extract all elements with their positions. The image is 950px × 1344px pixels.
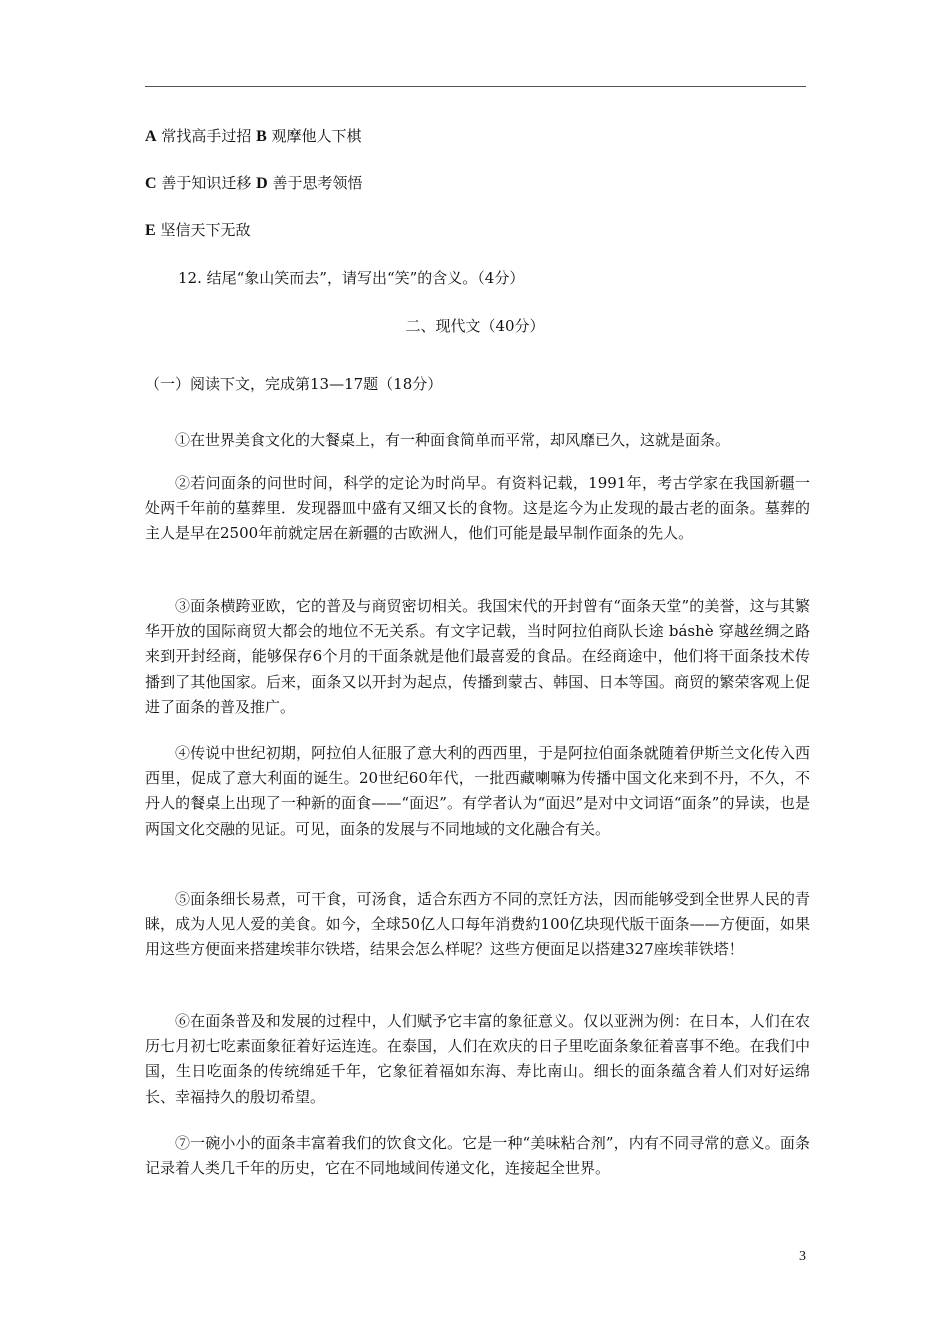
option-e-letter: E: [145, 222, 156, 239]
header-rule: [145, 86, 806, 87]
option-b-text: 观摩他人下棋: [266, 127, 362, 145]
options-line-cd: [145, 171, 362, 196]
option-a-letter: A: [145, 128, 157, 145]
option-d-text: 善于思考领悟: [267, 174, 363, 192]
options-line-e: [145, 218, 250, 243]
paragraph-3: ③面条横跨亚欧，它的普及与商贸密切相关。我国宋代的开封曾有“面条天堂”的美誉，这与其繁华开放的国际商贸大都会的地位不无关系。有文字记载，当时阿拉伯商队长途 báshè 穿越丝绸之路来到开封经商，能够保存6个月的干面条就是他们最喜爱的食品。在经商途中，他们将干面条技术传播到了其他国家。后来，面条又以开封为起点，传播到蒙古、韩国、日本等国。商贸的繁荣客观上促进了面条的普及推广。: [145, 597, 810, 716]
paragraph-1: ①在世界美食文化的大餐桌上，有一种面食简单而平常，却风靡已久，这就是面条。: [175, 431, 731, 449]
paragraph-2: ②若问面条的问世时间，科学的定论为时尚早。有资料记载，1991年，考古学家在我国新疆一处两千年前的墓葬里．发现器皿中盛有又细又长的食物。这是迄今为止发现的最古老的面条。墓葬的主人是早在2500年前就定居在新疆的古欧洲人，他们可能是最早制作面条的先人。: [145, 474, 810, 543]
option-a-text: 常找高手过招: [156, 127, 257, 145]
section-title: 二、现代文（40分）: [405, 317, 545, 335]
option-c-letter: C: [145, 175, 157, 192]
paragraph-7: ⑦一碗小小的面条丰富着我们的饮食文化。它是一种“美味粘合剂”，内有不同寻常的意义。面条记录着人类几千年的历史，它在不同地域间传递文化，连接起全世界。: [145, 1134, 810, 1178]
option-c-text: 善于知识迁移: [156, 174, 257, 192]
options-line-ab: [145, 124, 362, 149]
paragraph-5: ⑤面条细长易煮，可干食，可汤食，适合东西方不同的烹饪方法，因而能够受到全世界人民的青睐，成为人见人爱的美食。如今，全球50亿人口每年消费約100亿块现代版干面条——方便面，如果用这些方便面来搭建埃菲尔铁塔，结果会怎么样呢？这些方便面足以搭建327座埃菲铁塔！: [145, 890, 810, 959]
question-12: 12. 结尾“象山笑而去”，请写出“笑”的含义。（4分）: [178, 269, 525, 287]
paragraph-6: ⑥在面条普及和发展的过程中，人们赋予它丰富的象征意义。仅以亚洲为例：在日本，人们在农历七月初七吃素面象征着好运连连。在泰国，人们在欢庆的日子里吃面条象征着喜事不绝。在我们中国，生日吃面条的传统绵延千年，它象征着福如东海、寿比南山。细长的面条蕴含着人们对好运绵长、幸福持久的殷切希望。: [145, 1012, 810, 1106]
option-b-letter: B: [256, 128, 267, 145]
option-d-letter: D: [256, 175, 268, 192]
subsection-title: （一）阅读下文，完成第13—17题（18分）: [145, 375, 443, 393]
paragraph-4: ④传说中世纪初期，阿拉伯人征服了意大利的西西里，于是阿拉伯面条就随着伊斯兰文化传入西西里，促成了意大利面的诞生。20世纪60年代，一批西藏喇嘛为传播中国文化来到不丹，不久，不丹人的餐桌上出现了一种新的面食——“面迟”。有学者认为“面迟”是对中文词语“面条”的异读，也是两国文化交融的见证。可见，面条的发展与不同地域的文化融合有关。: [145, 744, 810, 838]
option-e-text: 坚信天下无敌: [155, 221, 251, 239]
page-number: 3: [799, 1249, 806, 1264]
